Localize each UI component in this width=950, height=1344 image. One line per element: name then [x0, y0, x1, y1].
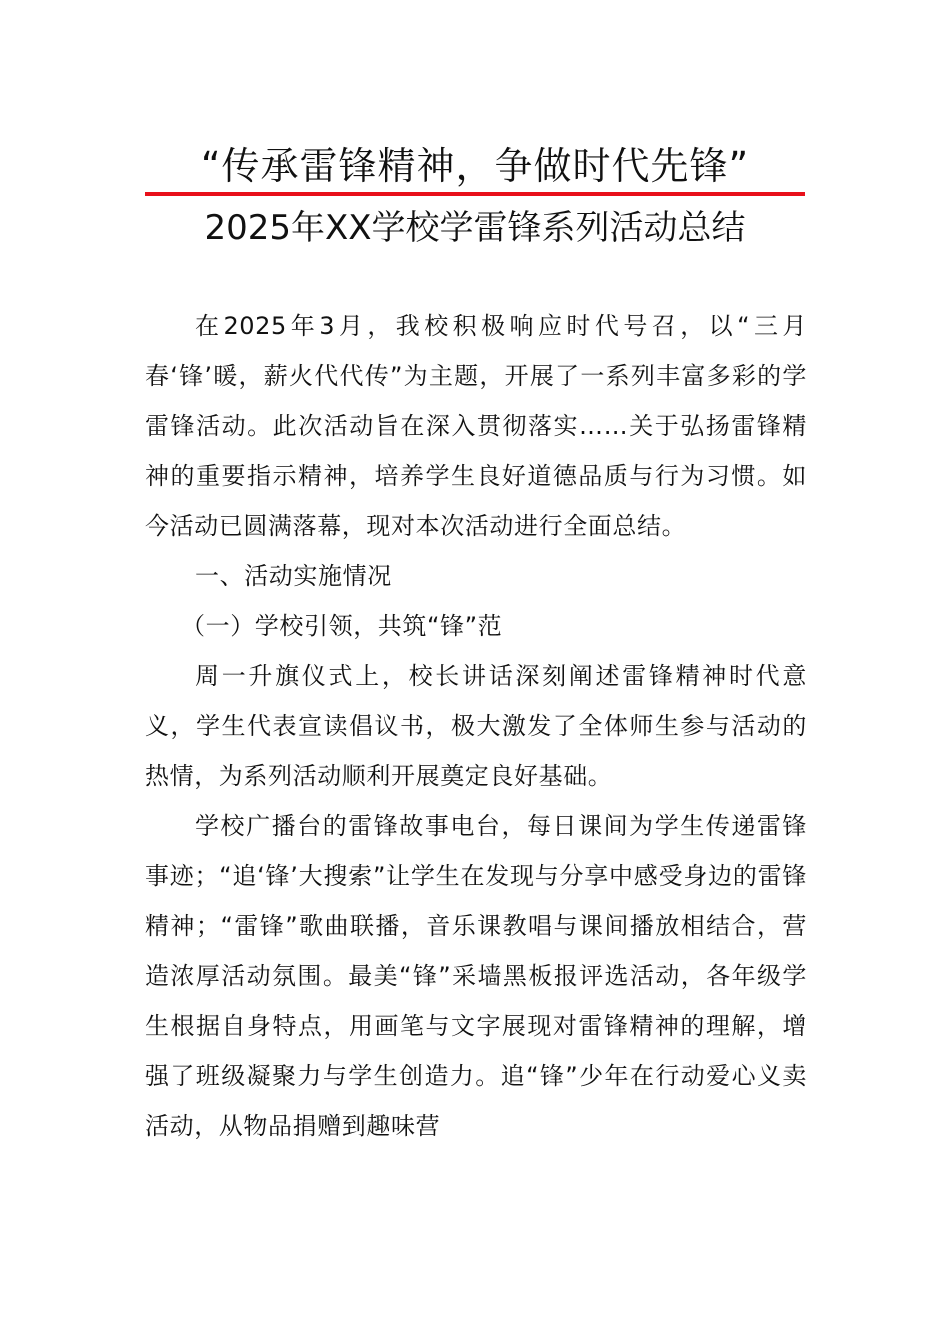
document-body — [145, 301, 807, 1151]
intro-paragraph: 在2025年3月，我校积极响应时代号召，以“三月春‘锋’暖，薪火代代传”为主题，开展了一系列丰富多彩的学雷锋活动。此次活动旨在深入贯彻落实……关于弘扬雷锋精神的重要指示精神，培养学生良好道德品质与行为习惯。如今活动已圆满落幕，现对本次活动进行全面总结。 — [145, 312, 807, 540]
title-divider — [145, 192, 805, 196]
document-subtitle: 2025年XX学校学雷锋系列活动总结 — [204, 208, 746, 248]
document-title: “传承雷锋精神，争做时代先锋” — [200, 144, 750, 188]
subsection-heading: （一）学校引领，共筑“锋”范 — [181, 612, 503, 640]
section-heading: 一、活动实施情况 — [195, 562, 392, 590]
body-paragraph: 周一升旗仪式上，校长讲话深刻阐述雷锋精神时代意义，学生代表宣读倡议书，极大激发了全体师生参与活动的热情，为系列活动顺利开展奠定良好基础。 — [145, 662, 807, 790]
body-paragraph: 学校广播台的雷锋故事电台，每日课间为学生传递雷锋事迹；“追‘锋’大搜索”让学生在发现与分享中感受身边的雷锋精神；“雷锋”歌曲联播，音乐课教唱与课间播放相结合，营造浓厚活动氛围。最美“锋”采墙黑板报评选活动，各年级学生根据自身特点，用画笔与文字展现对雷锋精神的理解，增强了班级凝聚力与学生创造力。追“锋”少年在行动爱心义卖活动，从物品捐赠到趣味营 — [145, 812, 807, 1140]
